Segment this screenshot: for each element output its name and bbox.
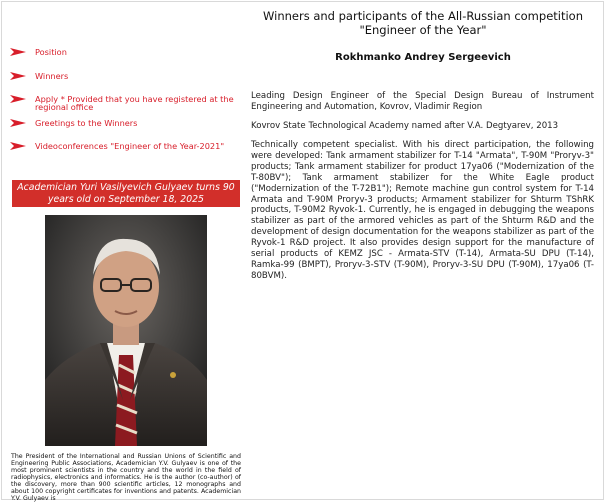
left-sidebar <box>0 0 247 500</box>
person-description: Technically competent specialist. With his direct participation, the following were developed: Tank armament stabilizer for T-14 "Armata", T-90M "Proryv-3" products; Tank armament stabilizer for product 17ya06 ("Modernization of the T-80BV"); Tank armament stabilizer for the White Eagle product ("Modernization of the T-72B1"); Remote machine gun control system for T-14 Armata and T-90M Proryv-3 products; Armament stabilizer for Shturm TShRK products, T-90M2 Ryvok-1. Currently, he is engaged in debugging the weapons stabilizer as part of the armored vehicles as part of the Shturm R&D and the development of design documentation for the weapons stabilizer as part of the Ryvok-1 R&D project. It also provides design support for the manufacture of serial products of KEMZ JSC - Armata-STV (T-14), Armata-SU DPU (T-14), Ramka-99 (BMPT), Proryv-3-STV (T-90M), Proryv-3-SU DPU (T-90M), 17ya06 (T-80BVM). <box>251 140 594 281</box>
portrait-photo[interactable] <box>45 215 207 446</box>
red-arrow-icon <box>10 142 26 150</box>
nav-item-position[interactable] <box>8 48 67 56</box>
person-education: Kovrov State Technological Academy named after V.A. Degtyarev, 2013 <box>251 121 559 131</box>
portrait-image <box>45 215 207 446</box>
nav-item-label[interactable]: Apply * Provided that you have registered at the regional office <box>35 94 234 112</box>
nav-item-label[interactable]: Greetings to the Winners <box>35 118 138 128</box>
nav-item-label[interactable]: Position <box>35 47 67 57</box>
nav-item-apply[interactable] <box>8 95 240 111</box>
page-title: Winners and participants of the All-Russian competition "Engineer of the Year" <box>263 9 583 37</box>
red-arrow-icon <box>10 95 26 103</box>
nav-item-winners[interactable] <box>8 72 68 80</box>
nav-item-greetings[interactable] <box>8 119 137 127</box>
nav-item-label[interactable]: Videoconferences "Engineer of the Year-2021" <box>35 141 225 151</box>
person-position: Leading Design Engineer of the Special Design Bureau of Instrument Engineering and Automation, Kovrov, Vladimir Region <box>251 91 594 112</box>
bio-text: The President of the International and Russian Unions of Scientific and Engineering Public Associations, Academician Y.V. Gulyaev is one of the most prominent scientists in the country and the world in the field of radiophysics, electronics and informatics. He is the author (co-author) of the discovery, more than 900 scientific articles, 12 monographs and about 100 copyright certificates for inventions and patents. Academician Y.V. Gulyaev is <box>11 453 241 502</box>
nav-item-videoconferences[interactable] <box>8 142 250 150</box>
person-name: Rokhmanko Andrey Sergeevich <box>335 52 511 63</box>
nav-item-label[interactable]: Winners <box>35 71 69 81</box>
red-arrow-icon <box>10 48 26 56</box>
red-arrow-icon <box>10 119 26 127</box>
promo-banner[interactable]: Academician Yuri Vasilyevich Gulyaev turns 90 years old on September 18, 2025 <box>12 180 240 207</box>
red-arrow-icon <box>10 72 26 80</box>
